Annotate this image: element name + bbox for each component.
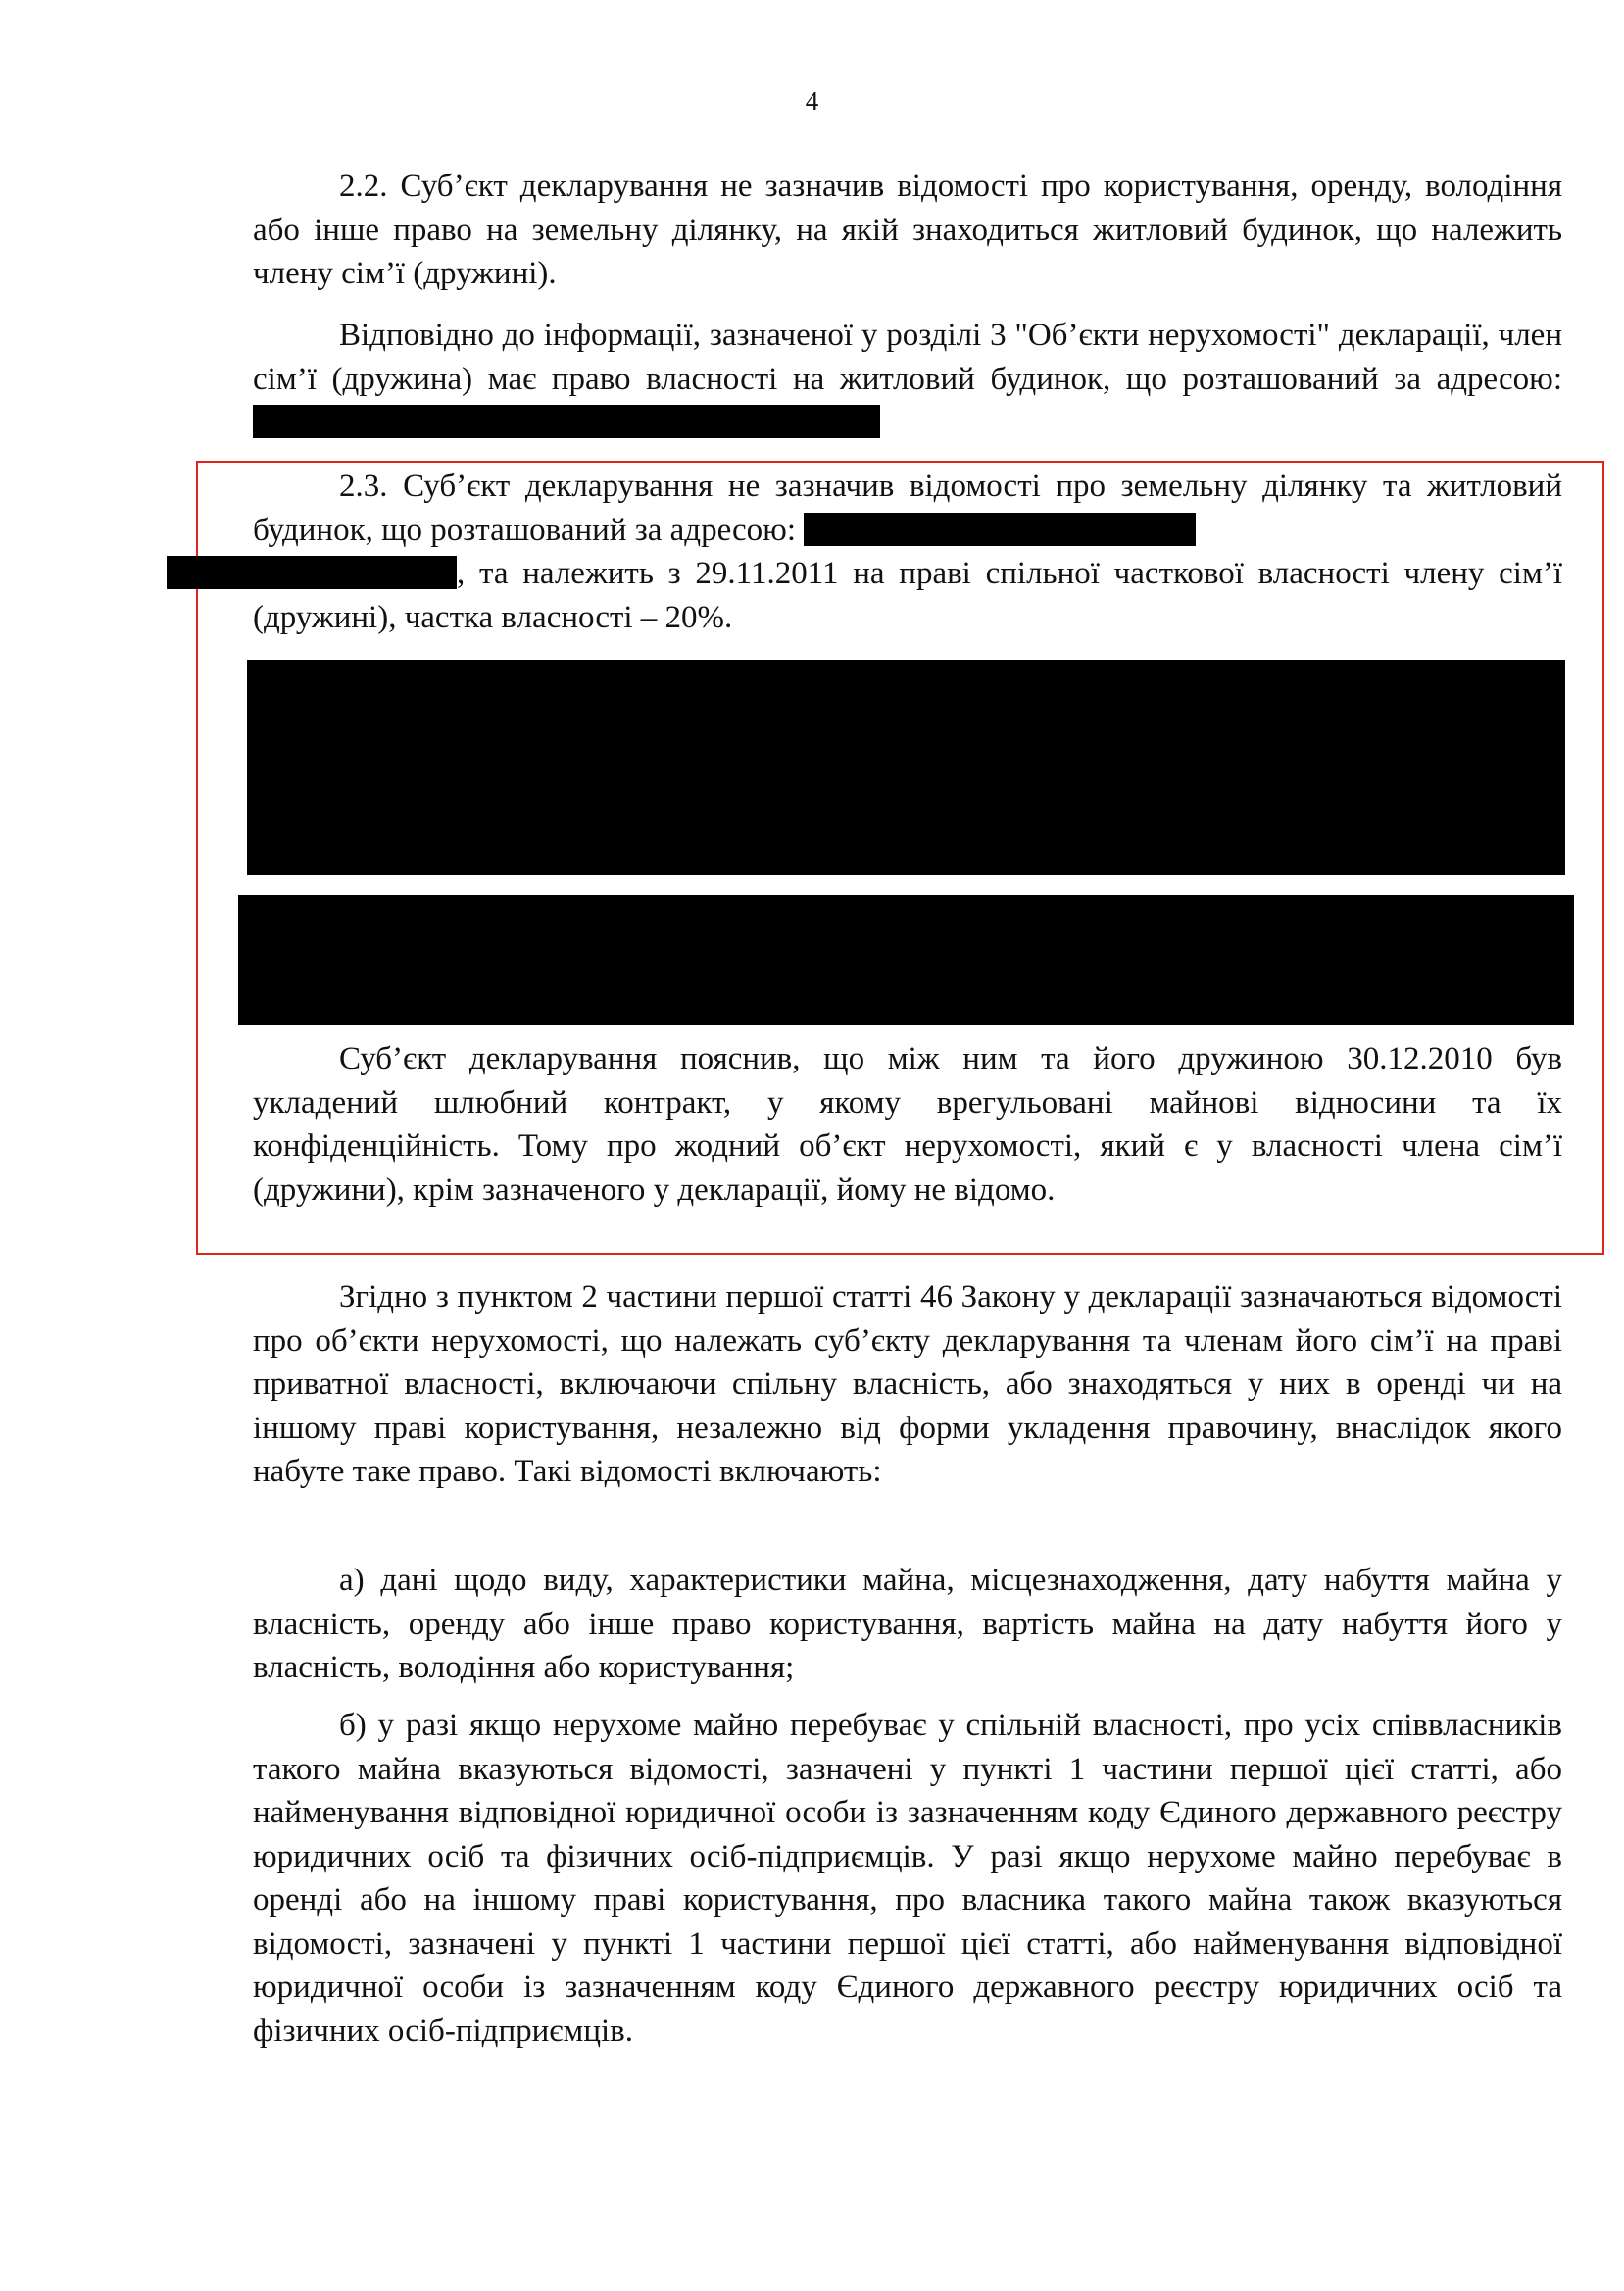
paragraph-law-intro <box>253 1275 1562 1494</box>
redacted-address <box>804 513 1196 546</box>
paragraph-text: Відповідно до інформації, зазначеної у розділі 3 "Об’єкти нерухомості" декларації, член сім’ї (дружина) має право власності на житловий будинок, що розташований за адресою: <box>253 318 1562 397</box>
paragraph-text: б) у разі якщо нерухоме майно перебуває у спільній власності, про усіх співвласників такого майна вказуються відомості, зазначені у пункті 1 частини першої цієї статті, або найменування відповідної юридичної особи із зазначенням коду Єдиного державного реєстру юридичних осіб та фізичних осіб-підприємців. У разі якщо нерухоме майно перебуває в оренді або на іншому праві користування, про власника такого майна також вказуються відомості, зазначені у пункті 1 частини першої цієї статті, або найменування відповідної юридичної особи із зазначенням коду Єдиного державного реєстру юридичних осіб та фізичних осіб-підприємців. <box>253 1708 1562 2049</box>
redacted-block <box>247 660 1565 875</box>
paragraph-text: Згідно з пунктом 2 частини першої статті 46 Закону у декларації зазначаються відомості про об’єкти нерухомості, що належать суб’єкту декларування та членам його сім’ї на праві приватної власності, включаючи спільну власність, або знаходяться у них в оренді чи на іншому праві користування, незалежно від форми укладення правочину, внаслідок якого набуте таке право. Такі відомості включають: <box>253 1279 1562 1489</box>
paragraph-text: , та належить з 29.11.2011 на праві спільної часткової власності члену сім’ї (дружині), частка власності – 20%. <box>253 556 1562 635</box>
page-number: 4 <box>805 86 819 116</box>
paragraph-text: а) дані щодо виду, характеристики майна, місцезнаходження, дату набуття майна у власність, оренду або інше право користування, вартість майна на дату набуття його у власність, володіння або користування; <box>253 1563 1562 1685</box>
redacted-block <box>238 895 1574 1025</box>
redacted-address <box>167 556 457 589</box>
paragraph-text: 2.3. Суб’єкт декларування не зазначив відомості про земельну ділянку та житловий будинок, що розташований за адресою: <box>253 469 1562 548</box>
paragraph-text: 2.2. Суб’єкт декларування не зазначив відомості про користування, оренду, володіння або інше право на земельну ділянку, на якій знаходиться житловий будинок, що належить члену сім’ї (дружині). <box>253 169 1562 291</box>
paragraph-law-item-a <box>253 1559 1562 1690</box>
paragraph-2-3-explanation <box>253 1037 1562 1212</box>
paragraph-law-item-b <box>253 1704 1562 2053</box>
redacted-address <box>253 405 880 438</box>
paragraph-2-2-details <box>253 314 1562 445</box>
paragraph-2-3-intro <box>253 465 1562 639</box>
paragraph-2-2-intro <box>253 165 1562 296</box>
paragraph-text: Суб’єкт декларування пояснив, що між ним та його дружиною 30.12.2010 був укладений шлюбний контракт, у якому врегульовані майнові відносини та їх конфіденційність. Тому про жодний об’єкт нерухомості, який є у власності члена сім’ї (дружини), крім зазначеного у декларації, йому не відомо. <box>253 1041 1562 1208</box>
